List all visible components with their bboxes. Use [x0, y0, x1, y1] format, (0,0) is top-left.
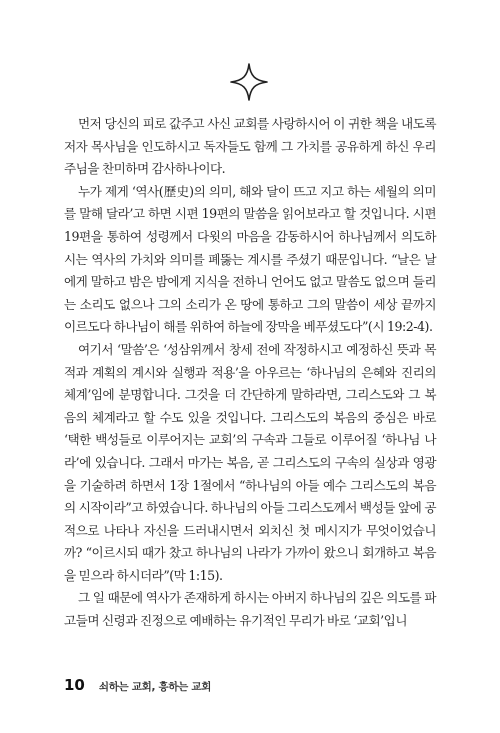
page-number: 10: [64, 676, 85, 694]
page-footer: [64, 676, 211, 696]
paragraph-4: 그 일 때문에 역사가 존재하게 하시는 아버지 하나님의 깊은 의도를 파고들며 신령과 진정으로 예배하는 유기적인 무리가 바로 ‘교회’입니: [64, 590, 436, 629]
running-title: 쇠하는 교회, 흥하는 교회: [98, 681, 212, 693]
four-point-star-icon: [229, 62, 269, 102]
body-text: [64, 113, 436, 633]
paragraph-1: 먼저 당신의 피로 값주고 사신 교회를 사랑하시어 이 귀한 책을 내도록 저자 목사님을 인도하시고 독자들도 함께 그 가치를 공유하게 하신 우리 주님을 찬미하며 감사하나이다.: [64, 116, 436, 177]
paragraph-3: 여기서 ‘말씀’은 ‘성삼위께서 창세 전에 작정하시고 예정하신 뜻과 목적과 계획의 계시와 실행과 적용’을 아우르는 ‘하나님의 은혜와 진리의 체계’임에 분명합니다. 그것을 더 간단하게 말하라면, 그리스도와 그 복음의 체계라고 할 수도 있을 것입니다. 그리스도의 복음의 중심은 바로 ‘택한 백성들로 이루어지는 교회’의 구속과 그들로 이루어질 ‘하나님 나라’에 있습니다. 그래서 마가는 복음, 곧 그리스도의 구속의 실상과 영광을 기술하려 하면서 1장 1절에서 “하나님의 아들 예수 그리스도의 복음의 시작이라”고 하였습니다. 하나님의 아들 그리스도께서 백성들 앞에 공적으로 나타나 자신을 드러내시면서 외치신 첫 메시지가 무엇이었습니까? “이르시되 때가 찼고 하나님의 나라가 가까이 왔으니 회개하고 복음을 믿으라 하시더라”(막 1:15).: [64, 341, 436, 583]
paragraph-2: 누가 제게 ‘역사(歷史)의 의미, 해와 달이 뜨고 지고 하는 세월의 의미를 말해 달라’고 하면 시편 19편의 말씀을 읽어보라고 할 것입니다. 시편 19편을 통하여 성령께서 다윗의 마음을 감동하시어 하나님께서 의도하시는 역사의 가치와 의미를 폐뚫는 계시를 주셨기 때문입니다. “날은 날에게 말하고 밤은 밤에게 지식을 전하니 언어도 없고 말씀도 없으며 들리는 소리도 없으나 그의 소리가 온 땅에 통하고 그의 말씀이 세상 끝까지 이르도다 하나님이 해를 위하여 하늘에 장막을 베푸셨도다”(시 19:2-4).: [64, 183, 436, 335]
